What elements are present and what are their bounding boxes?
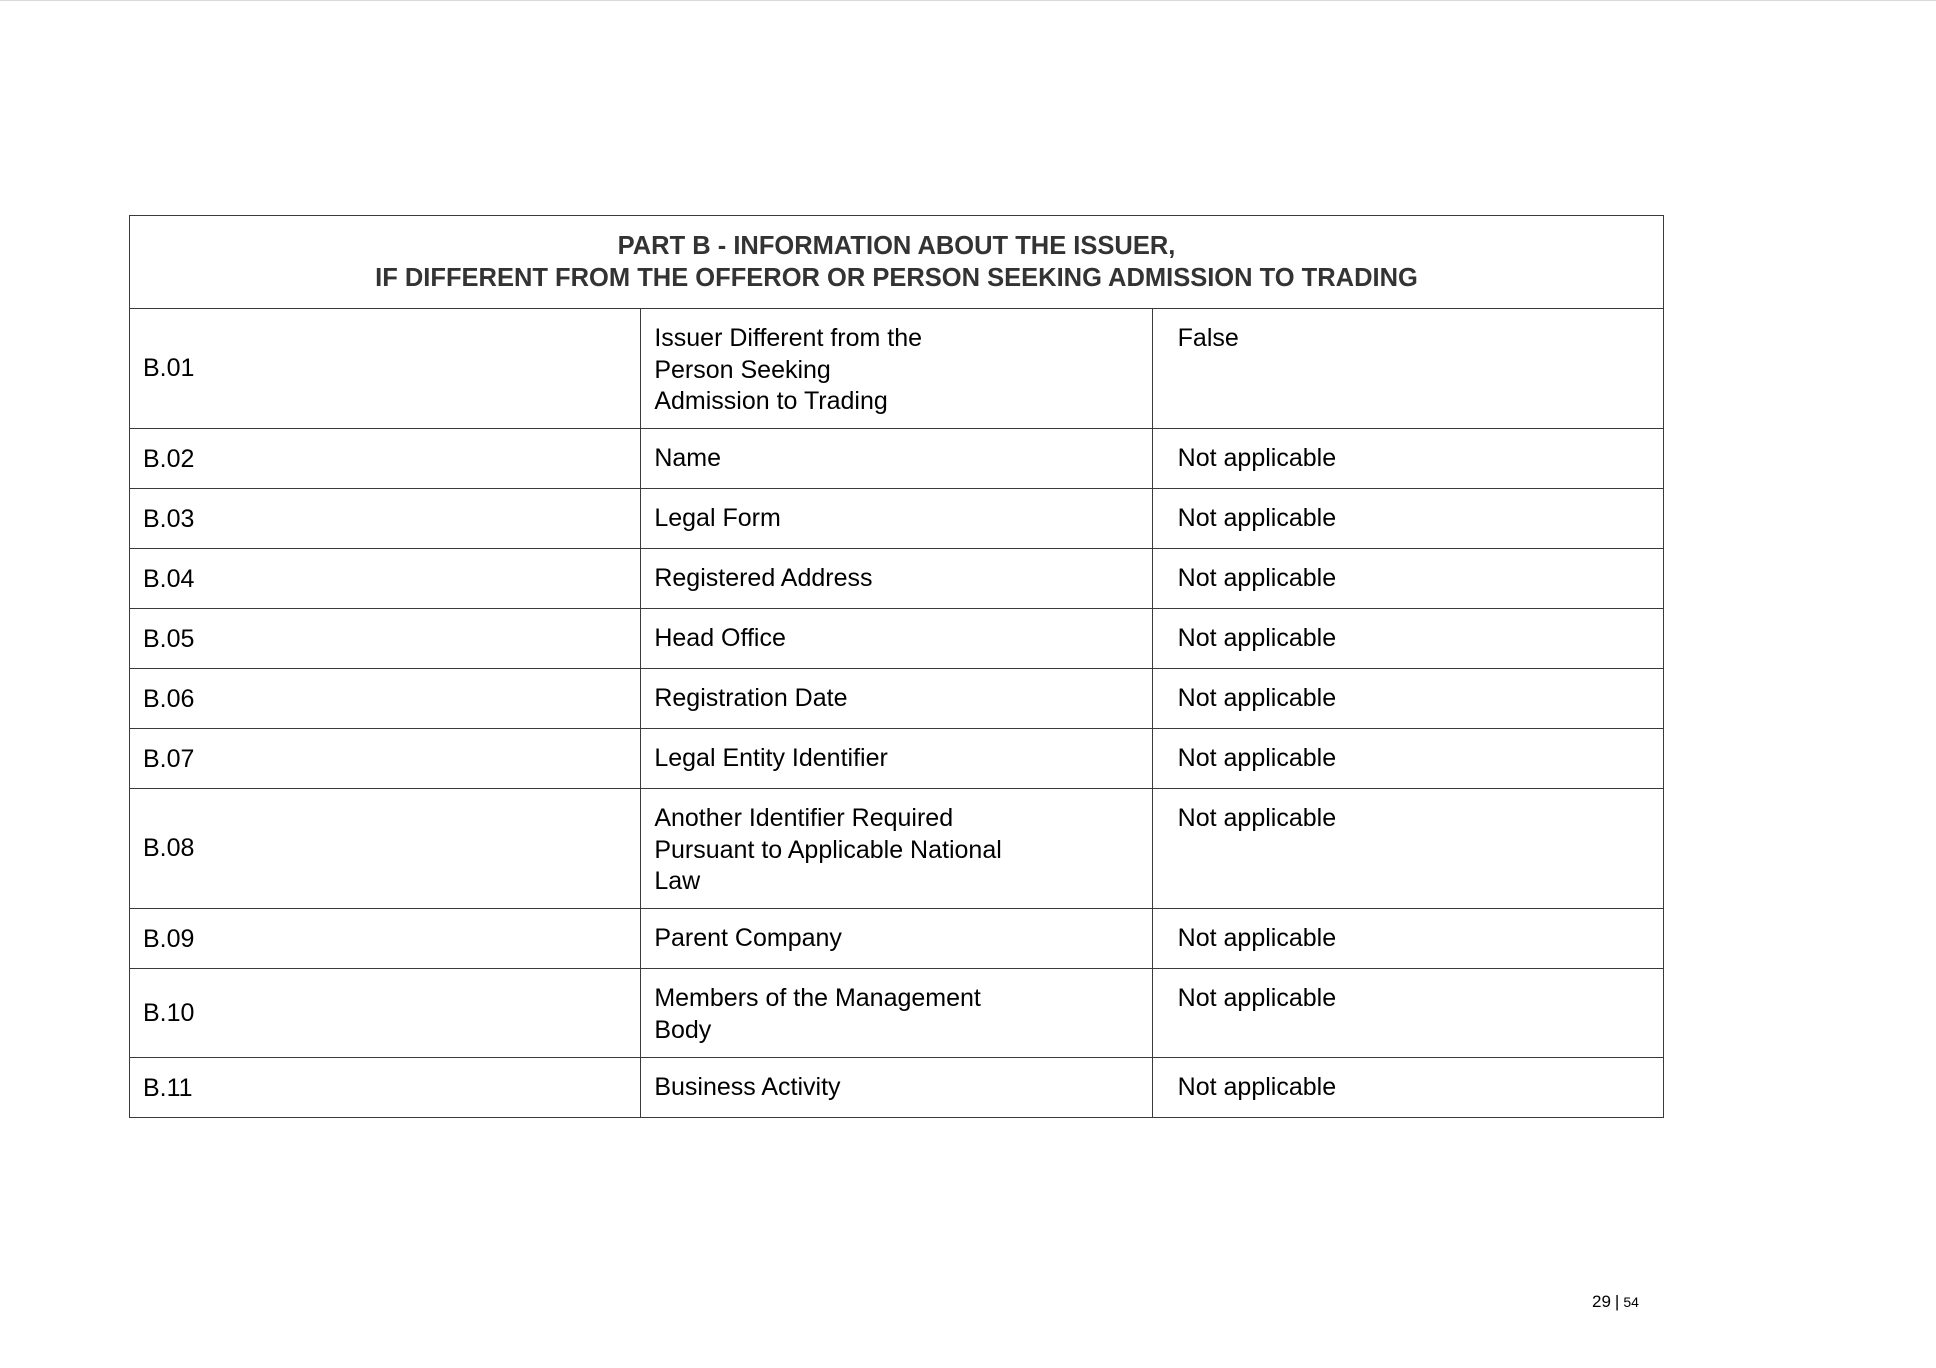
row-label: Members of the Management Body — [654, 984, 981, 1044]
row-label: Registration Date — [654, 684, 848, 712]
table-row — [130, 789, 1664, 909]
row-value: Not applicable — [1152, 789, 1663, 909]
row-code: B.07 — [130, 729, 641, 789]
row-code: B.08 — [130, 789, 641, 909]
table-row — [130, 549, 1664, 609]
row-value: Not applicable — [1152, 549, 1663, 609]
row-code: B.10 — [130, 969, 641, 1058]
table-row — [130, 969, 1664, 1058]
row-value: False — [1152, 309, 1663, 429]
table-row — [130, 729, 1664, 789]
row-label: Name — [654, 444, 722, 472]
table-title-line-2: IF DIFFERENT FROM THE OFFEROR OR PERSON SEEKING ADMISSION TO TRADING — [375, 264, 1418, 292]
row-code: B.09 — [130, 909, 641, 969]
row-label: Parent Company — [654, 924, 842, 952]
table-row — [130, 909, 1664, 969]
row-code: B.06 — [130, 669, 641, 729]
table-header-row — [130, 216, 1664, 309]
top-divider — [0, 0, 1936, 1]
row-label: Legal Entity Identifier — [654, 744, 888, 772]
row-label: Registered Address — [654, 564, 873, 592]
row-label: Business Activity — [654, 1073, 841, 1101]
row-value: Not applicable — [1152, 729, 1663, 789]
table-title-line-1: PART B - INFORMATION ABOUT THE ISSUER, — [617, 232, 1176, 260]
row-code: B.02 — [130, 429, 641, 489]
row-label: Legal Form — [654, 504, 781, 532]
row-value: Not applicable — [1152, 909, 1663, 969]
row-code: B.03 — [130, 489, 641, 549]
table-header — [130, 216, 1664, 309]
row-value: Not applicable — [1152, 1058, 1663, 1118]
row-value: Not applicable — [1152, 969, 1663, 1058]
issuer-info-table — [129, 215, 1664, 1118]
row-label: Another Identifier Required Pursuant to Applicable National Law — [654, 804, 1002, 895]
row-value: Not applicable — [1152, 489, 1663, 549]
row-label: Head Office — [654, 624, 786, 652]
row-value: Not applicable — [1152, 669, 1663, 729]
page-separator: | — [1614, 1292, 1620, 1311]
row-label: Issuer Different from the Person Seeking Admission to Trading — [654, 324, 923, 415]
row-code: B.01 — [130, 309, 641, 429]
table-row — [130, 309, 1664, 429]
row-code: B.05 — [130, 609, 641, 669]
page-current: 29 — [1592, 1292, 1611, 1311]
table-row — [130, 609, 1664, 669]
row-value: Not applicable — [1152, 429, 1663, 489]
row-value: Not applicable — [1152, 609, 1663, 669]
page-number — [1592, 1292, 1639, 1312]
table-row — [130, 489, 1664, 549]
page-total: 54 — [1623, 1294, 1639, 1310]
table-row — [130, 669, 1664, 729]
table-row — [130, 429, 1664, 489]
row-code: B.11 — [130, 1058, 641, 1118]
table-row — [130, 1058, 1664, 1118]
row-code: B.04 — [130, 549, 641, 609]
